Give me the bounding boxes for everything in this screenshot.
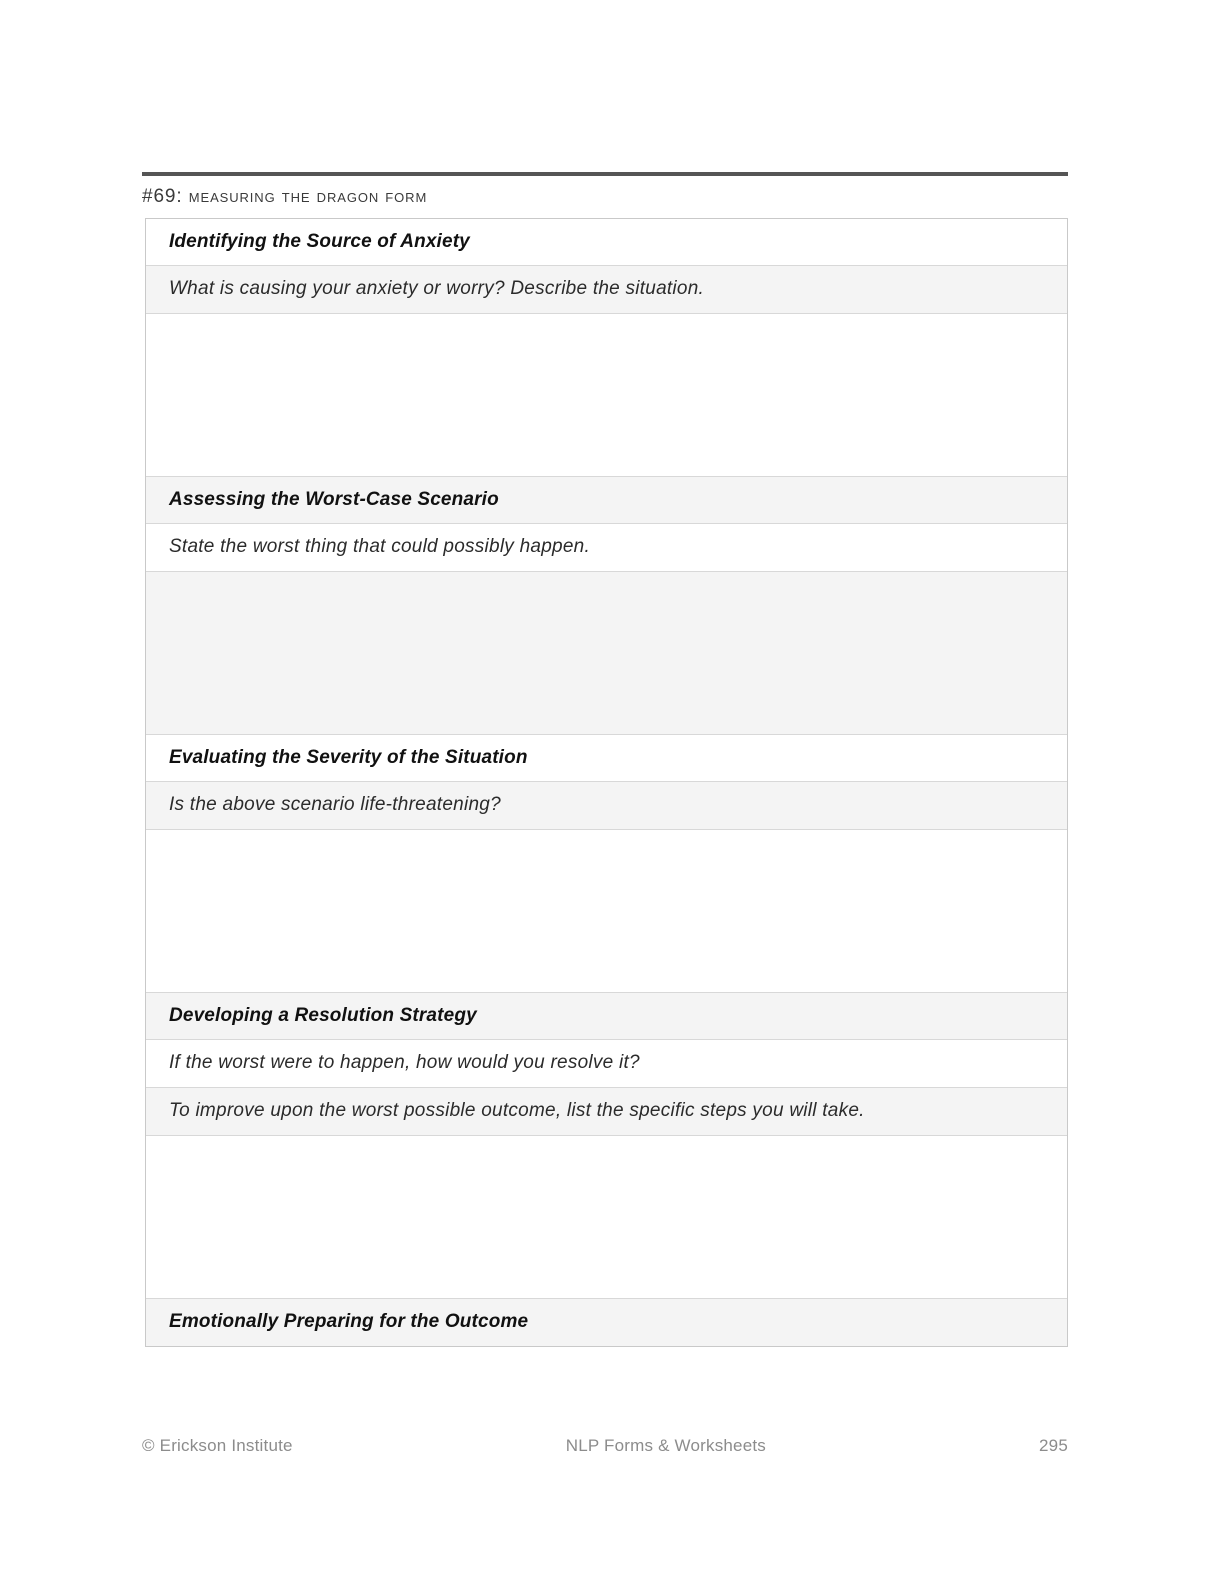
header-rule [142,172,1068,176]
worksheet-table [145,218,1068,1347]
prompt-label: If the worst were to happen, how would you resolve it? [169,1052,640,1074]
section-header-emotionally-preparing-for-the-outcome [146,1299,1067,1346]
page-title [142,186,1068,208]
footer-copyright: © Erickson Institute [142,1436,293,1455]
page-footer [142,1436,1068,1456]
section-header-evaluating-the-severity-of-the-situation [146,735,1067,782]
section-header-developing-a-resolution-strategy [146,993,1067,1040]
answer-area-resolution-strategy[interactable] [146,1136,1067,1299]
page-header [142,172,1068,208]
footer-book-title: NLP Forms & Worksheets [565,1436,766,1455]
section-heading-label: Assessing the Worst-Case Scenario [169,488,499,510]
prompt-row-severity-of-situation [146,782,1067,830]
prompt-row-specific-steps [146,1088,1067,1136]
prompt-row-source-of-anxiety [146,266,1067,314]
form-number: #69: [142,186,183,207]
footer-page-number: 295 [1039,1436,1068,1455]
section-header-identifying-the-source-of-anxiety [146,219,1067,266]
prompt-row-resolution-strategy [146,1040,1067,1088]
answer-area-source-of-anxiety[interactable] [146,314,1067,477]
answer-area-worst-case-scenario[interactable] [146,572,1067,735]
prompt-row-worst-case-scenario [146,524,1067,572]
prompt-label: To improve upon the worst possible outcome, list the specific steps you will take. [169,1100,865,1122]
section-heading-label: Emotionally Preparing for the Outcome [169,1311,529,1333]
section-heading-label: Developing a Resolution Strategy [169,1004,477,1026]
prompt-label: Is the above scenario life-threatening? [169,794,501,816]
section-heading-label: Identifying the Source of Anxiety [169,230,470,252]
section-header-assessing-the-worst-case-scenario [146,477,1067,524]
section-heading-label: Evaluating the Severity of the Situation [169,746,528,768]
prompt-label: State the worst thing that could possibly happen. [169,536,591,558]
answer-area-severity-of-situation[interactable] [146,830,1067,993]
prompt-label: What is causing your anxiety or worry? Describe the situation. [169,278,705,300]
form-title: measuring the dragon form [188,186,428,207]
